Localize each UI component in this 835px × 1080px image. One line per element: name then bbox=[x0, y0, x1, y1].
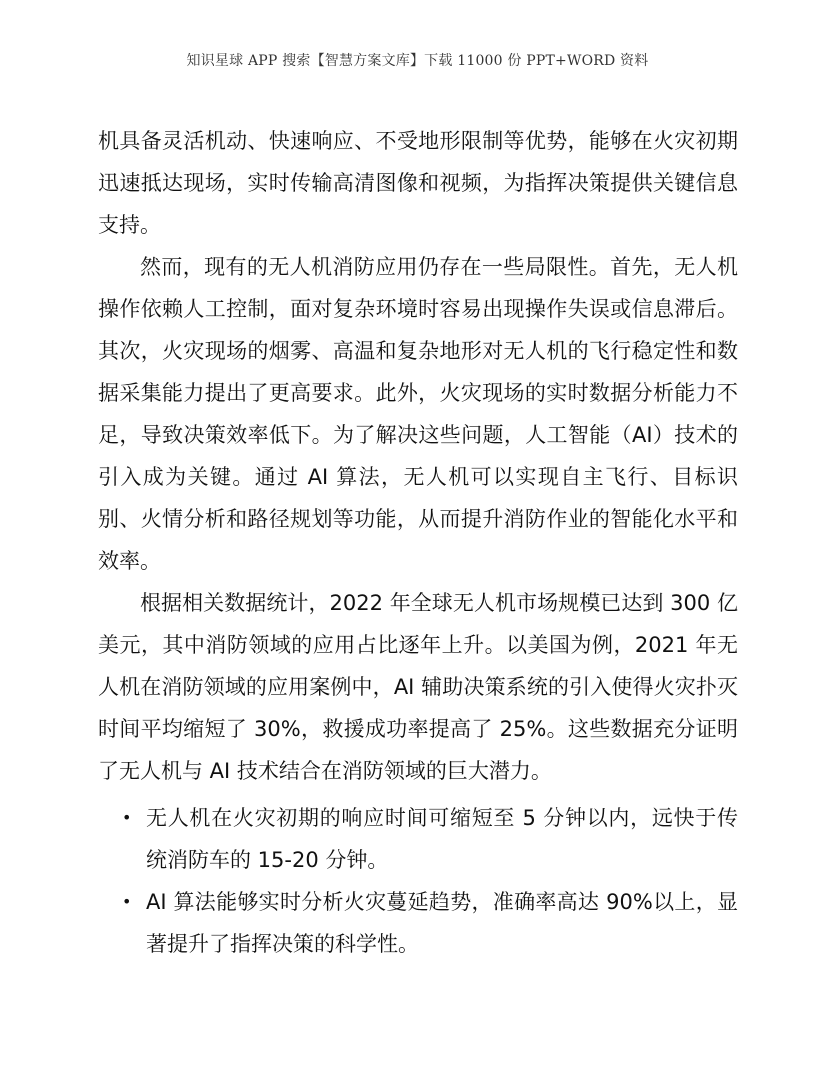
paragraph-limitations: 然而，现有的无人机消防应用仍存在一些局限性。首先，无人机操作依赖人工控制，面对复杂环境时容易出现操作失误或信息滞后。其次，火灾现场的烟雾、高温和复杂地形对无人机的飞行稳定性和数据采集能力提出了更高要求。此外，火灾现场的实时数据分析能力不足，导致决策效率低下。为了解决这些问题，人工智能（AI）技术的引入成为关键。通过 AI 算法，无人机可以实现自主飞行、目标识别、火情分析和路径规划等功能，从而提升消防作业的智能化水平和效率。 bbox=[98, 255, 738, 573]
document-body bbox=[98, 120, 738, 965]
list-item-text: 无人机在火灾初期的响应时间可缩短至 5 分钟以内，远快于传统消防车的 15-20 分钟。 bbox=[146, 806, 738, 872]
paragraph-statistics: 根据相关数据统计，2022 年全球无人机市场规模已达到 300 亿美元，其中消防领域的应用占比逐年上升。以美国为例，2021 年无人机在消防领域的应用案例中，AI 辅助决策系统的引入使得火灾扑灭时间平均缩短了 30%，救援成功率提高了 25%。这些数据充分证明了无人机与 AI 技术结合在消防领域的巨大潜力。 bbox=[98, 591, 738, 783]
list-item bbox=[98, 881, 738, 965]
bullet-marker-icon: • bbox=[122, 892, 132, 911]
bullet-marker-icon: • bbox=[122, 808, 132, 827]
paragraph-continuation: 机具备灵活机动、快速响应、不受地形限制等优势，能够在火灾初期迅速抵达现场，实时传输高清图像和视频，为指挥决策提供关键信息支持。 bbox=[98, 129, 738, 237]
page-header: 知识星球 APP 搜索【智慧方案文库】下载 11000 份 PPT+WORD 资料 bbox=[186, 53, 649, 69]
list-item-text: AI 算法能够实时分析火灾蔓延趋势，准确率高达 90%以上，显著提升了指挥决策的科学性。 bbox=[146, 890, 738, 956]
bullet-list bbox=[98, 797, 738, 965]
list-item bbox=[98, 797, 738, 881]
